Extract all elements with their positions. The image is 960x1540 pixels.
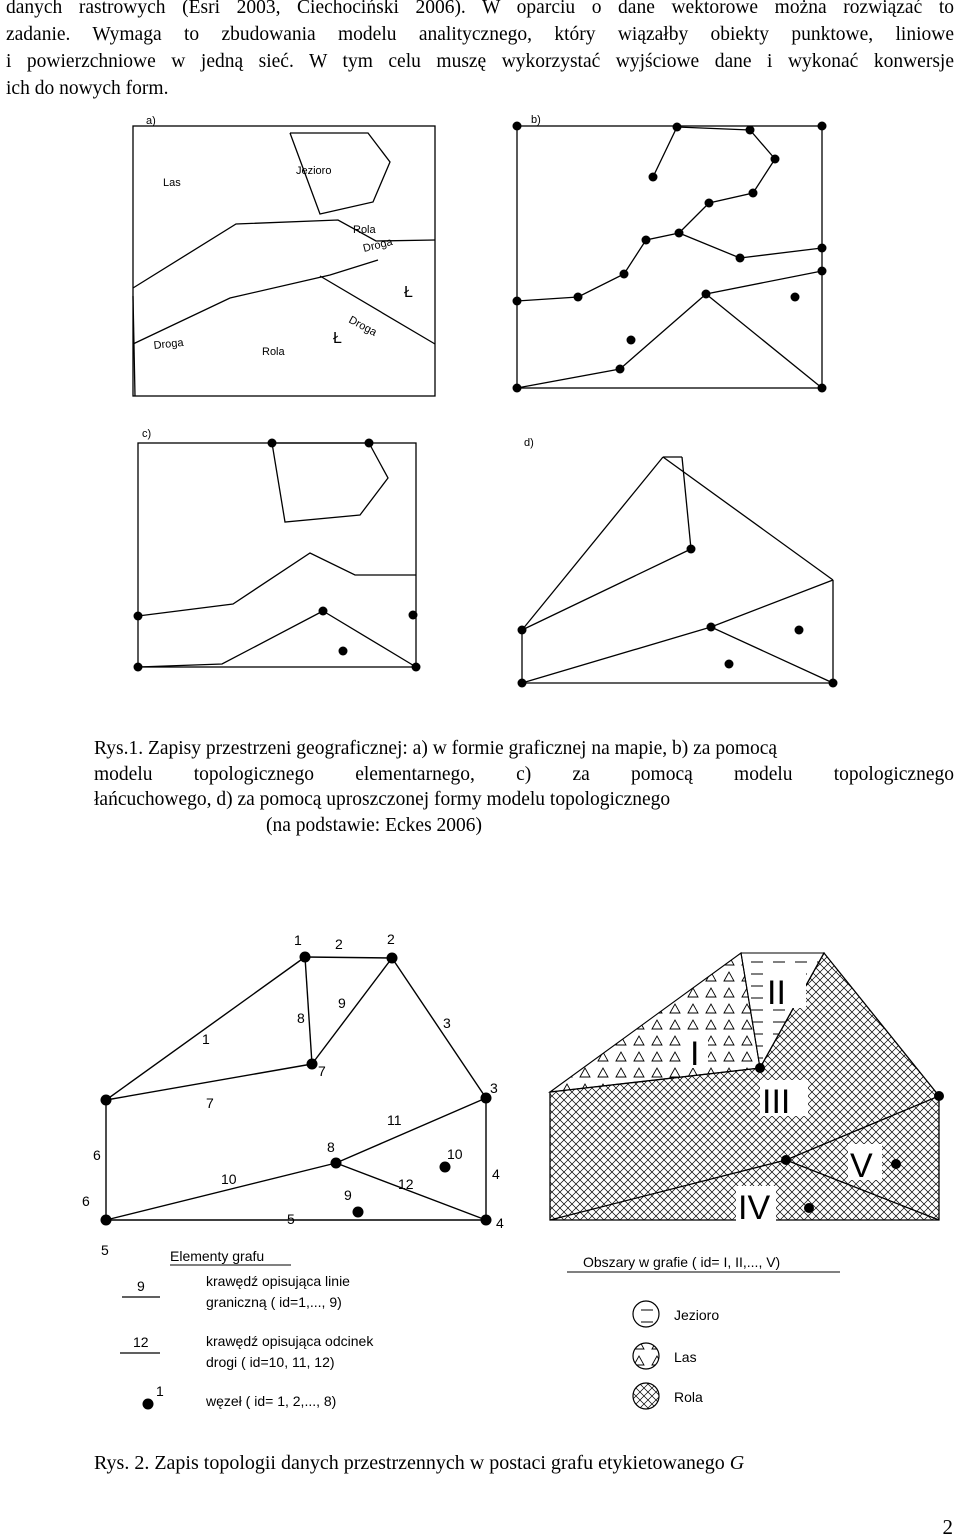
node-label: 3	[490, 1080, 498, 1096]
region-label-iv: IV	[738, 1189, 771, 1227]
node-label: 2	[387, 931, 395, 947]
legend-boundary-text: graniczną ( id=1,..., 9)	[206, 1294, 342, 1310]
figure-2-caption-symbol: G	[729, 1452, 745, 1474]
page-number: 2	[942, 1515, 953, 1539]
map-label-rola: Rola	[353, 224, 376, 236]
intro-line: ich do nowych form.	[6, 78, 169, 99]
panel-d-diagram	[522, 457, 833, 683]
legend-boundary-text: krawędź opisująca linie	[206, 1273, 350, 1289]
legend-road-num: 12	[133, 1334, 149, 1350]
node-label: 5	[101, 1242, 109, 1258]
figure-2-caption-text: Rys. 2. Zapis topologii danych przestrzennych w postaci grafu etykietowanego	[94, 1452, 730, 1474]
node-label: 4	[496, 1215, 504, 1231]
legend-boundary-num: 9	[137, 1278, 145, 1294]
figure-1	[0, 0, 960, 730]
edge-label: 10	[221, 1171, 237, 1187]
area-label: 10	[447, 1146, 463, 1162]
intro-line: i powierzchniowe w jedną sieć. W tym celu muszę wykorzystać wyjściowe dane i wykonać konwersje	[6, 51, 954, 72]
panel-c-diagram	[138, 443, 416, 667]
panel-label-a: a)	[146, 115, 156, 127]
edge-label: 2	[335, 936, 343, 952]
map-label-droga: Droga	[153, 336, 185, 352]
legend-node-num: 1	[156, 1383, 164, 1399]
region-label-ii: II	[767, 974, 786, 1012]
jezioro-symbol-icon	[633, 1301, 659, 1327]
legend-node-text: węzeł ( id= 1, 2,..., 8)	[206, 1393, 337, 1409]
map-label-rola: Rola	[262, 346, 285, 358]
panel-label-b: b)	[531, 114, 541, 126]
figure-1-caption	[94, 736, 954, 838]
node-label: 7	[318, 1063, 326, 1079]
farm-icon: Ł	[404, 284, 413, 301]
legend-area-item: Las	[674, 1349, 697, 1365]
caption-line: łańcuchowego, d) za pomocą uproszczonej formy modelu topologicznego	[94, 789, 671, 810]
panel-label-d: d)	[524, 437, 534, 449]
region-label-iii: III	[762, 1083, 791, 1121]
figure-2	[0, 920, 960, 1430]
figure-2-caption	[94, 1450, 744, 1476]
legend-title: Elementy grafu	[170, 1248, 265, 1264]
legend-graph-elements	[120, 1248, 374, 1410]
legend-road-text: drogi ( id=10, 11, 12)	[206, 1354, 335, 1370]
map-label-jezioro: Jezioro	[296, 165, 332, 177]
edge-label: 5	[287, 1211, 295, 1227]
intro-line: zadanie. Wymaga to zbudowania modelu analitycznego, który wiązałby obiekty punktowe, liniowe	[6, 24, 954, 45]
map-label-droga: Droga	[346, 314, 379, 339]
panel-b-diagram	[517, 126, 822, 388]
rola-symbol-icon	[633, 1383, 659, 1409]
edge-label: 9	[338, 995, 346, 1011]
node-label: 1	[294, 932, 302, 948]
region-label-i: I	[690, 1035, 700, 1073]
area-label: 9	[344, 1187, 352, 1203]
las-symbol-icon	[633, 1343, 659, 1369]
edge-label: 7	[206, 1095, 214, 1111]
legend-areas-title: Obszary w grafie ( id= I, II,..., V)	[583, 1254, 781, 1270]
graph-left	[82, 931, 504, 1258]
caption-line: (na podstawie: Eckes 2006)	[265, 814, 483, 836]
edge-label: 6	[82, 1193, 90, 1209]
map-label-las: Las	[163, 177, 181, 189]
farm-icon: Ł	[333, 330, 342, 347]
edge-label: 3	[443, 1015, 451, 1031]
legend-areas	[567, 1254, 840, 1409]
caption-line: modelu topologicznego elementarnego, c) za pomocą modelu topologicznego	[94, 763, 954, 785]
legend-area-item: Rola	[674, 1389, 703, 1405]
legend-node-icon	[143, 1399, 154, 1410]
panel-label-c: c)	[142, 428, 152, 440]
edge-label: 1	[202, 1031, 210, 1047]
caption-line: Rys.1. Zapisy przestrzeni geograficznej: a) w formie graficznej na mapie, b) za pomocą	[94, 738, 778, 759]
edge-label: 11	[387, 1112, 402, 1128]
region-label-v: V	[850, 1147, 873, 1185]
map-label-droga: Droga	[361, 236, 394, 255]
legend-road-text: krawędź opisująca odcinek	[206, 1333, 374, 1349]
node-label: 6	[93, 1147, 101, 1163]
edge-label: 4	[492, 1166, 500, 1182]
legend-area-item: Jezioro	[674, 1307, 720, 1323]
intro-line: danych rastrowych (Esri 2003, Ciechociński 2006). W oparciu o dane wektorowe można rozwiązać to	[6, 0, 954, 18]
edge-label: 12	[398, 1176, 414, 1192]
graph-right	[550, 953, 944, 1227]
edge-label: 8	[297, 1010, 305, 1026]
node-label: 8	[327, 1139, 335, 1155]
